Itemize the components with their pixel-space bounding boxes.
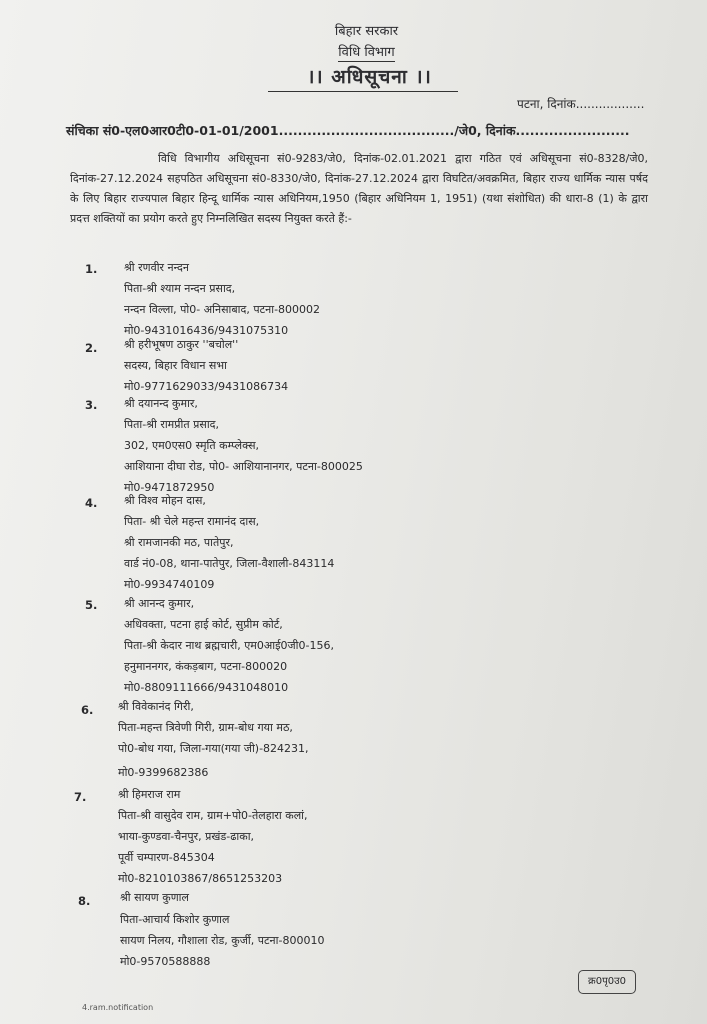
member-number: 5. [85,598,98,612]
member-name: श्री रणवीर नन्दन [124,261,189,274]
member-detail-line: भाया-कुण्डवा-चैनपुर, प्रखंड-ढाका, [118,830,255,843]
intro-paragraph: विधि विभागीय अधिसूचना सं0-9283/जे0, दिनांक-02.01.2021 द्वारा गठित एवं अधिसूचना सं0-8328/जे0, दिनांक-27.12.2024 सहपठित अधिसूचना सं0-8330/जे0, दिनांक-27.12.2024 द्वारा विघटित/अवक्रमित, बिहार राज्य धार्मिक न्यास पर्षद के लिए बिहार राज्यपाल बिहार हिन्दू धार्मिक न्यास अधिनियम,1950 (बिहार अधिनियम 1, 1951) (यथा संशोधित) की धारा-8 (1) के द्वारा प्रदत्त शक्तियों का प्रयोग करते हुए निम्नलिखित सदस्य नियुक्त करते हैं:- [70,152,648,225]
place-date-line: पटना, दिनांक.................. [517,97,645,111]
member-detail-line: मो0-8809111666/9431048010 [124,681,289,694]
member-detail-line: नन्दन विल्ला, पो0- अनिसाबाद, पटना-800002 [124,303,321,316]
member-number: 4. [85,496,98,510]
notification-title: ।। अधिसूचना ।। [307,66,432,88]
member-detail-line: सदस्य, बिहार विधान सभा [124,359,227,372]
member-name: श्री हरीभूषण ठाकुर ''बचोल'' [124,338,239,351]
page-stamp: क्र0पृ0उ0 [578,970,636,994]
member-number: 1. [85,262,98,276]
member-name: श्री दयानन्द कुमार, [124,397,198,410]
member-detail-line: पूर्वी चम्पारण-845304 [118,851,215,864]
member-number: 6. [81,703,94,717]
file-footer: 4.ram.notification [82,1003,154,1012]
member-name: श्री हिमराज राम [118,788,181,801]
member-detail-line: मो0-9399682386 [118,766,209,779]
member-detail-line: आशियाना दीघा रोड, पो0- आशियानानगर, पटना-800025 [124,460,363,473]
member-name: श्री सायण कुणाल [120,891,189,904]
member-detail-line: सायण निलय, गौशाला रोड, कुर्जी, पटना-800010 [120,934,325,947]
member-detail-line: वार्ड नं0-08, थाना-पातेपुर, जिला-वैशाली-843114 [124,557,335,570]
department-heading [13,42,707,60]
member-detail-line: हनुमाननगर, कंकड़बाग, पटना-800020 [124,660,288,673]
government-heading: बिहार सरकार [334,24,399,39]
member-detail-line: अधिवक्ता, पटना हाई कोर्ट, सुप्रीम कोर्ट, [124,618,283,631]
member-number: 2. [85,341,98,355]
member-detail-line: मो0-8210103867/8651253203 [118,872,283,885]
member-name: श्री विवेकानंद गिरी, [118,700,194,713]
member-name: श्री विश्व मोहन दास, [124,494,206,507]
member-detail-line: मो0-9771629033/9431086734 [124,380,289,393]
member-detail-line: पो0-बोध गया, जिला-गया(गया जी)-824231, [118,742,309,755]
member-detail-line: श्री रामजानकी मठ, पातेपुर, [124,536,234,549]
member-detail-line: पिता-महन्त त्रिवेणी गिरी, ग्राम-बोध गया मठ, [118,721,293,734]
member-detail-line: 302, एम0एस0 स्मृति कम्प्लेक्स, [124,439,259,452]
member-detail-line: मो0-9471872950 [124,481,215,494]
member-detail-line: पिता-श्री केदार नाथ ब्रह्मचारी, एम0आई0जी0-156, [124,639,334,652]
member-detail-line: पिता-श्री रामप्रीत प्रसाद, [124,418,220,431]
member-detail-line: पिता-आचार्य किशोर कुणाल [120,913,230,926]
member-detail-line: पिता-श्री श्याम नन्दन प्रसाद, [124,282,236,295]
member-number: 3. [85,398,98,412]
member-detail-line: पिता-श्री वासुदेव राम, ग्राम+पो0-तेलहारा कलां, [118,809,308,822]
title-underline [268,91,458,92]
member-number: 8. [78,894,91,908]
member-name: श्री आनन्द कुमार, [124,597,195,610]
member-number: 7. [74,790,87,804]
member-detail-line: मो0-9570588888 [120,955,211,968]
member-detail-line: मो0-9934740109 [124,578,215,591]
member-detail-line: मो0-9431016436/9431075310 [124,324,289,337]
department-label: विधि विभाग [338,45,395,60]
member-detail-line: पिता- श्री चेले महन्त रामानंद दास, [124,515,260,528]
file-reference: संचिका सं0-एल0आर0टी0-01-01/2001...................................../जे0, दिनांक........................ [66,123,630,138]
